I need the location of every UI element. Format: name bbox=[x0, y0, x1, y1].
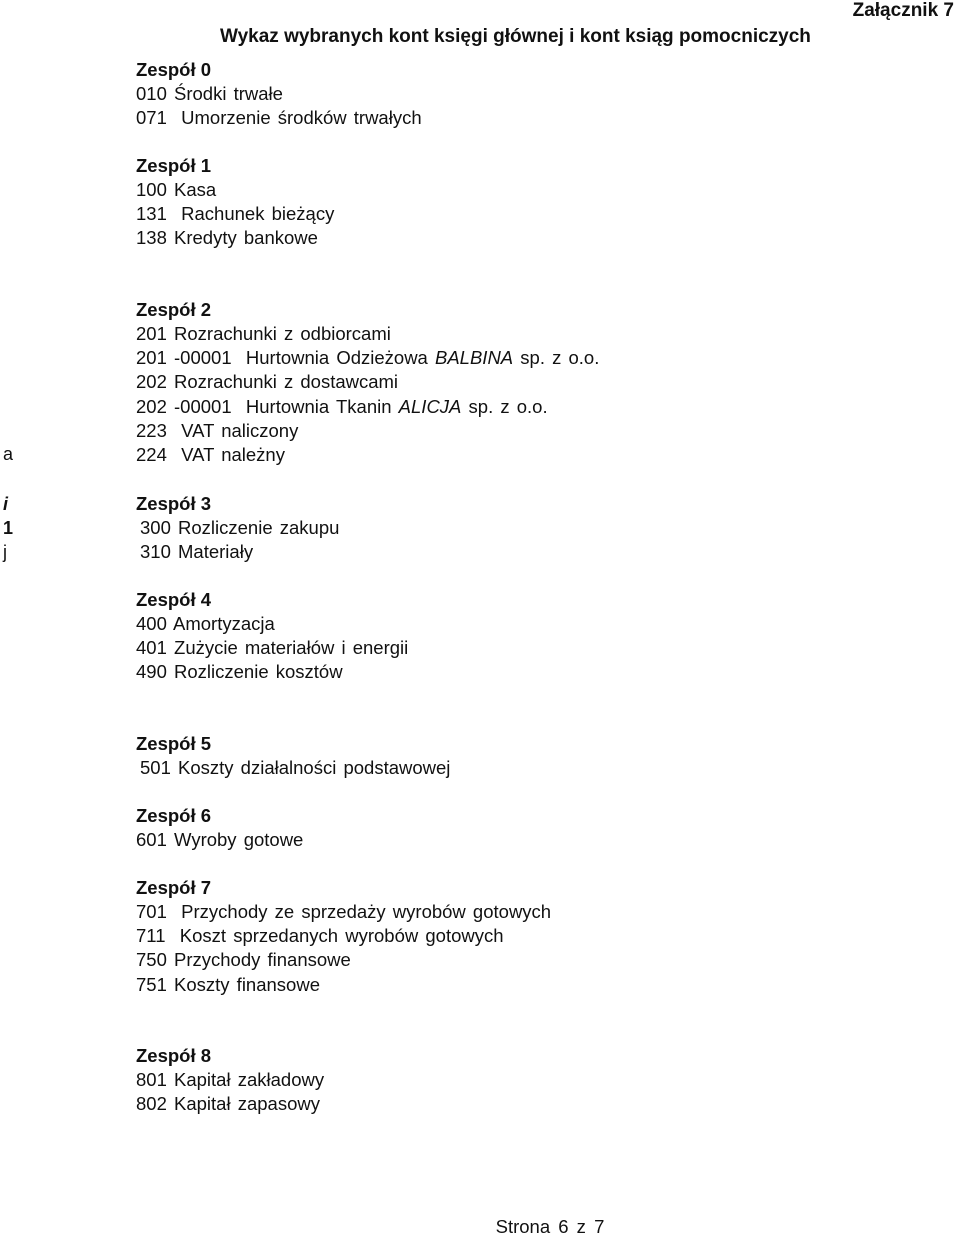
account-name: Kasa bbox=[174, 179, 217, 200]
account-group-5 bbox=[136, 732, 450, 780]
account-number: 801 bbox=[136, 1069, 167, 1090]
account-name-company: BALBINA bbox=[435, 347, 514, 369]
account-line bbox=[136, 106, 422, 130]
group-heading: Zespół 1 bbox=[136, 155, 212, 176]
account-name: VAT naliczony bbox=[181, 419, 299, 441]
page-number: Strona 6 z 7 bbox=[495, 1216, 605, 1237]
account-line bbox=[136, 395, 599, 419]
account-name: Przychody finansowe bbox=[174, 949, 351, 971]
account-number: 750 bbox=[136, 949, 167, 971]
account-line bbox=[136, 900, 551, 924]
account-line bbox=[136, 924, 551, 948]
account-group-2 bbox=[136, 298, 599, 467]
account-number: 401 bbox=[136, 637, 167, 659]
account-number: 490 bbox=[136, 661, 167, 683]
account-name-part: sp. z o.o. bbox=[468, 395, 548, 417]
account-number: 501 bbox=[140, 757, 171, 778]
account-name: Rozrachunki z dostawcami bbox=[174, 371, 399, 393]
margin-mark-j: j bbox=[3, 542, 7, 562]
account-number: 601 bbox=[136, 829, 167, 850]
account-line bbox=[136, 346, 599, 370]
group-heading: Zespół 6 bbox=[136, 805, 212, 826]
account-line bbox=[136, 828, 303, 852]
margin-mark-i: i bbox=[3, 494, 9, 514]
account-number: 224 bbox=[136, 443, 167, 465]
account-name: Materiały bbox=[178, 541, 254, 563]
account-name: Amortyzacja bbox=[173, 613, 275, 634]
account-number: 202 bbox=[136, 371, 167, 393]
account-number: 751 bbox=[136, 973, 167, 995]
account-group-4 bbox=[136, 588, 408, 685]
account-number: 802 bbox=[136, 1093, 167, 1115]
annex-label: Załącznik 7 bbox=[852, 0, 954, 21]
group-heading: Zespół 4 bbox=[136, 589, 212, 610]
account-number: 223 bbox=[136, 419, 167, 441]
account-line bbox=[136, 82, 422, 106]
account-number: 201 bbox=[136, 323, 167, 344]
account-line bbox=[136, 178, 334, 202]
account-line bbox=[136, 226, 334, 250]
account-name-company: ALICJA bbox=[398, 395, 462, 417]
account-name: Kapitał zakładowy bbox=[174, 1069, 325, 1090]
account-name: Rozliczenie zakupu bbox=[178, 517, 340, 538]
account-number: 071 bbox=[136, 107, 167, 129]
account-line bbox=[136, 322, 599, 346]
account-name: Koszty działalności podstawowej bbox=[178, 757, 451, 778]
group-heading: Zespół 5 bbox=[136, 733, 212, 754]
group-heading: Zespół 7 bbox=[136, 877, 212, 898]
account-group-8 bbox=[136, 1044, 324, 1116]
account-name: Rachunek bieżący bbox=[181, 203, 335, 225]
account-name: Kapitał zapasowy bbox=[174, 1093, 320, 1115]
account-name-part: sp. z o.o. bbox=[520, 347, 600, 369]
account-name: Umorzenie środków trwałych bbox=[181, 107, 422, 129]
account-number: 400 bbox=[136, 613, 167, 634]
account-line bbox=[136, 636, 408, 660]
account-group-6 bbox=[136, 804, 303, 852]
account-line bbox=[136, 1092, 324, 1116]
account-name: Rozliczenie kosztów bbox=[174, 661, 343, 683]
account-name: Koszty finansowe bbox=[174, 973, 320, 995]
margin-mark-a: a bbox=[3, 444, 14, 464]
account-line bbox=[136, 419, 599, 443]
margin-mark-1: 1 bbox=[3, 518, 14, 538]
account-name: VAT należny bbox=[181, 443, 285, 465]
account-group-7 bbox=[136, 876, 551, 997]
account-name: Koszt sprzedanych wyrobów gotowych bbox=[179, 925, 504, 947]
account-name: Kredyty bankowe bbox=[174, 227, 318, 249]
group-heading: Zespół 8 bbox=[136, 1045, 212, 1066]
account-line bbox=[136, 1068, 324, 1092]
group-heading: Zespół 0 bbox=[136, 59, 212, 80]
account-line bbox=[136, 540, 339, 564]
account-line bbox=[136, 948, 551, 972]
account-group-0 bbox=[136, 58, 422, 130]
account-number: 131 bbox=[136, 203, 167, 225]
account-name: Zużycie materiałów i energii bbox=[174, 637, 409, 659]
account-line bbox=[136, 756, 450, 780]
group-heading: Zespół 3 bbox=[136, 493, 212, 514]
account-name: Rozrachunki z odbiorcami bbox=[174, 323, 391, 344]
account-number: 100 bbox=[136, 179, 167, 200]
account-group-3 bbox=[136, 492, 339, 564]
account-name-part: Hurtownia Odzieżowa bbox=[245, 347, 428, 369]
account-line bbox=[136, 973, 551, 997]
group-heading: Zespół 2 bbox=[136, 299, 212, 320]
account-number: 711 bbox=[136, 925, 166, 947]
account-group-1 bbox=[136, 154, 334, 251]
account-name: Przychody ze sprzedaży wyrobów gotowych bbox=[181, 901, 552, 922]
account-name: Środki trwałe bbox=[174, 83, 283, 104]
page-title: Wykaz wybranych kont księgi głównej i kont ksiąg pomocniczych bbox=[220, 26, 811, 47]
account-line bbox=[136, 612, 408, 636]
account-line bbox=[136, 443, 599, 467]
account-number: 201 -00001 bbox=[136, 347, 232, 369]
account-number: 202 -00001 bbox=[136, 395, 232, 417]
account-line bbox=[136, 370, 599, 394]
account-line bbox=[136, 660, 408, 684]
account-number: 300 bbox=[140, 517, 171, 538]
account-number: 310 bbox=[140, 541, 171, 563]
account-number: 138 bbox=[136, 227, 167, 249]
account-name-part: Hurtownia Tkanin bbox=[245, 395, 392, 417]
account-number: 010 bbox=[136, 83, 167, 104]
account-line bbox=[136, 202, 334, 226]
account-line bbox=[136, 516, 339, 540]
account-name: Wyroby gotowe bbox=[174, 829, 304, 850]
account-number: 701 bbox=[136, 901, 167, 922]
